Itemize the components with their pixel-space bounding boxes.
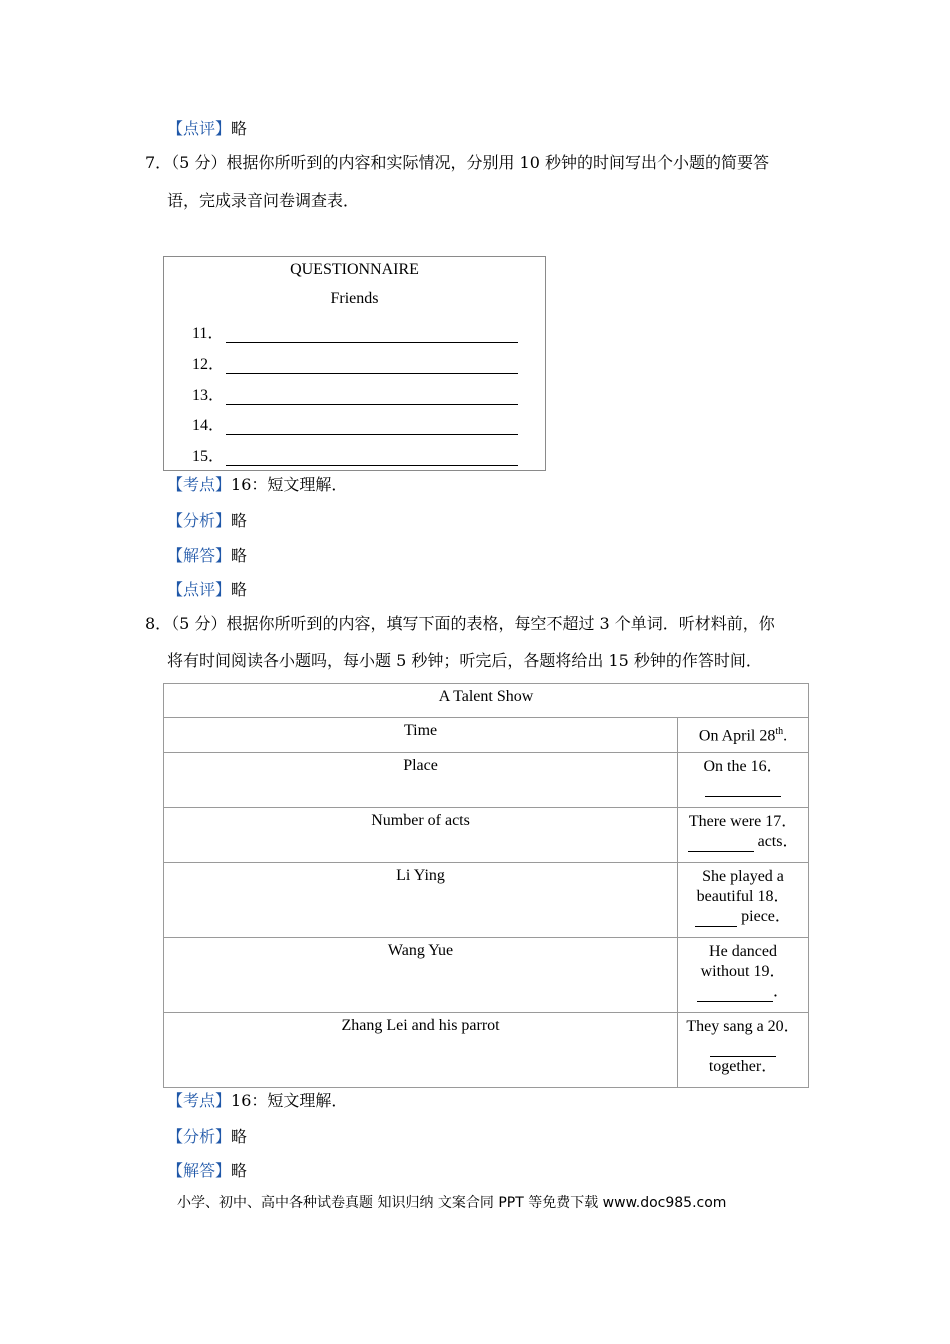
review-tag: 【点评】 <box>167 119 232 138</box>
fenxi-tag: 【分析】 <box>167 1127 232 1146</box>
jieda-tag: 【解答】 <box>167 546 232 565</box>
value-text: They sang a 20． <box>686 1018 800 1035</box>
jieda-tag: 【解答】 <box>167 1161 232 1180</box>
review-text: 略 <box>231 119 248 138</box>
kaodian-tag: 【考点】 <box>167 475 232 494</box>
value-text: On the 16． <box>703 758 783 775</box>
question-8-line-2: 将有时间阅读各小题吗，每小题 5 秒钟；听完后，各题将给出 15 秒钟的作答时间． <box>167 651 762 670</box>
row-value <box>678 808 809 863</box>
answer-line-13 <box>192 382 518 405</box>
q7-kaodian <box>167 475 347 495</box>
fenxi-text: 略 <box>231 511 248 530</box>
fill-blank <box>697 987 773 1002</box>
answer-blank <box>226 390 518 405</box>
row-label: Wang Yue <box>164 938 678 1013</box>
answer-line-11 <box>192 320 518 343</box>
table-header-row <box>164 684 809 718</box>
row-value <box>678 938 809 1013</box>
row-label: Time <box>164 718 678 753</box>
fill-blank <box>695 912 737 927</box>
answer-line-12 <box>192 351 518 374</box>
questionnaire-box <box>163 256 546 471</box>
answer-number: 14． <box>192 417 225 434</box>
page-footer: 小学、初中、高中各种试卷真题 知识归纳 文案合同 PPT 等免费下载 www.doc985.com <box>177 1195 727 1211</box>
table-row <box>164 863 809 938</box>
value-end: piece． <box>737 908 791 925</box>
answer-number: 15． <box>192 448 225 465</box>
fenxi-tag: 【分析】 <box>167 511 232 530</box>
question-7-line-1: 7．（5 分）根据你所听到的内容和实际情况，分别用 10 秒钟的时间写出个小题的简要答 <box>145 153 769 172</box>
row-value <box>678 718 809 753</box>
q7-jieda <box>167 546 247 566</box>
dianping-text: 略 <box>231 580 248 599</box>
question-7-line-2: 语，完成录音问卷调查表． <box>167 191 360 210</box>
fill-blank <box>710 1042 776 1057</box>
q8-fenxi <box>167 1127 247 1147</box>
kaodian-text: 16：短文理解． <box>231 1091 348 1110</box>
kaodian-text: 16：短文理解． <box>231 475 348 494</box>
q7-fenxi <box>167 511 247 531</box>
review-line <box>167 119 247 139</box>
value-end: ． <box>773 983 790 1000</box>
talent-show-table <box>163 683 809 1088</box>
table-row <box>164 1013 809 1088</box>
row-label: Number of acts <box>164 808 678 863</box>
q8-jieda <box>167 1161 247 1181</box>
row-label: Li Ying <box>164 863 678 938</box>
value-end: together． <box>708 1058 778 1075</box>
jieda-text: 略 <box>231 1161 248 1180</box>
fill-blank <box>688 837 754 852</box>
value-text: He danced without 19． <box>700 943 786 980</box>
question-8-line-1: 8．（5 分）根据你所听到的内容，填写下面的表格，每空不超过 3 个单词．听材料前，你 <box>145 614 775 633</box>
questionnaire-subtitle: Friends <box>330 290 379 307</box>
value-text: There were 17． <box>688 813 798 830</box>
kaodian-tag: 【考点】 <box>167 1091 232 1110</box>
answer-blank <box>226 328 518 343</box>
answer-line-15 <box>192 443 518 466</box>
dianping-tag: 【点评】 <box>167 580 232 599</box>
value-text: On April 28 <box>698 727 776 745</box>
row-label: Place <box>164 753 678 808</box>
fill-blank <box>705 782 781 797</box>
value-text: She played a beautiful 18． <box>696 868 790 905</box>
value-end: acts． <box>753 833 799 850</box>
answer-blank <box>226 451 518 466</box>
q7-dianping <box>167 580 247 600</box>
fenxi-text: 略 <box>231 1127 248 1146</box>
answer-blank <box>226 359 518 374</box>
questionnaire-title: QUESTIONNAIRE <box>290 261 419 278</box>
table-row <box>164 718 809 753</box>
jieda-text: 略 <box>231 546 248 565</box>
answer-number: 12． <box>192 356 225 373</box>
table-row <box>164 753 809 808</box>
answer-line-14 <box>192 412 518 435</box>
value-superscript: th <box>775 726 784 737</box>
row-label: Zhang Lei and his parrot <box>164 1013 678 1088</box>
table-row <box>164 938 809 1013</box>
q8-kaodian <box>167 1091 347 1111</box>
row-value <box>678 1013 809 1088</box>
answer-number: 11． <box>192 325 224 342</box>
table-row <box>164 808 809 863</box>
value-end: . <box>783 727 788 745</box>
answer-blank <box>226 420 518 435</box>
answer-number: 13． <box>192 387 225 404</box>
table-title: A Talent Show <box>164 684 809 718</box>
row-value <box>678 863 809 938</box>
row-value <box>678 753 809 808</box>
